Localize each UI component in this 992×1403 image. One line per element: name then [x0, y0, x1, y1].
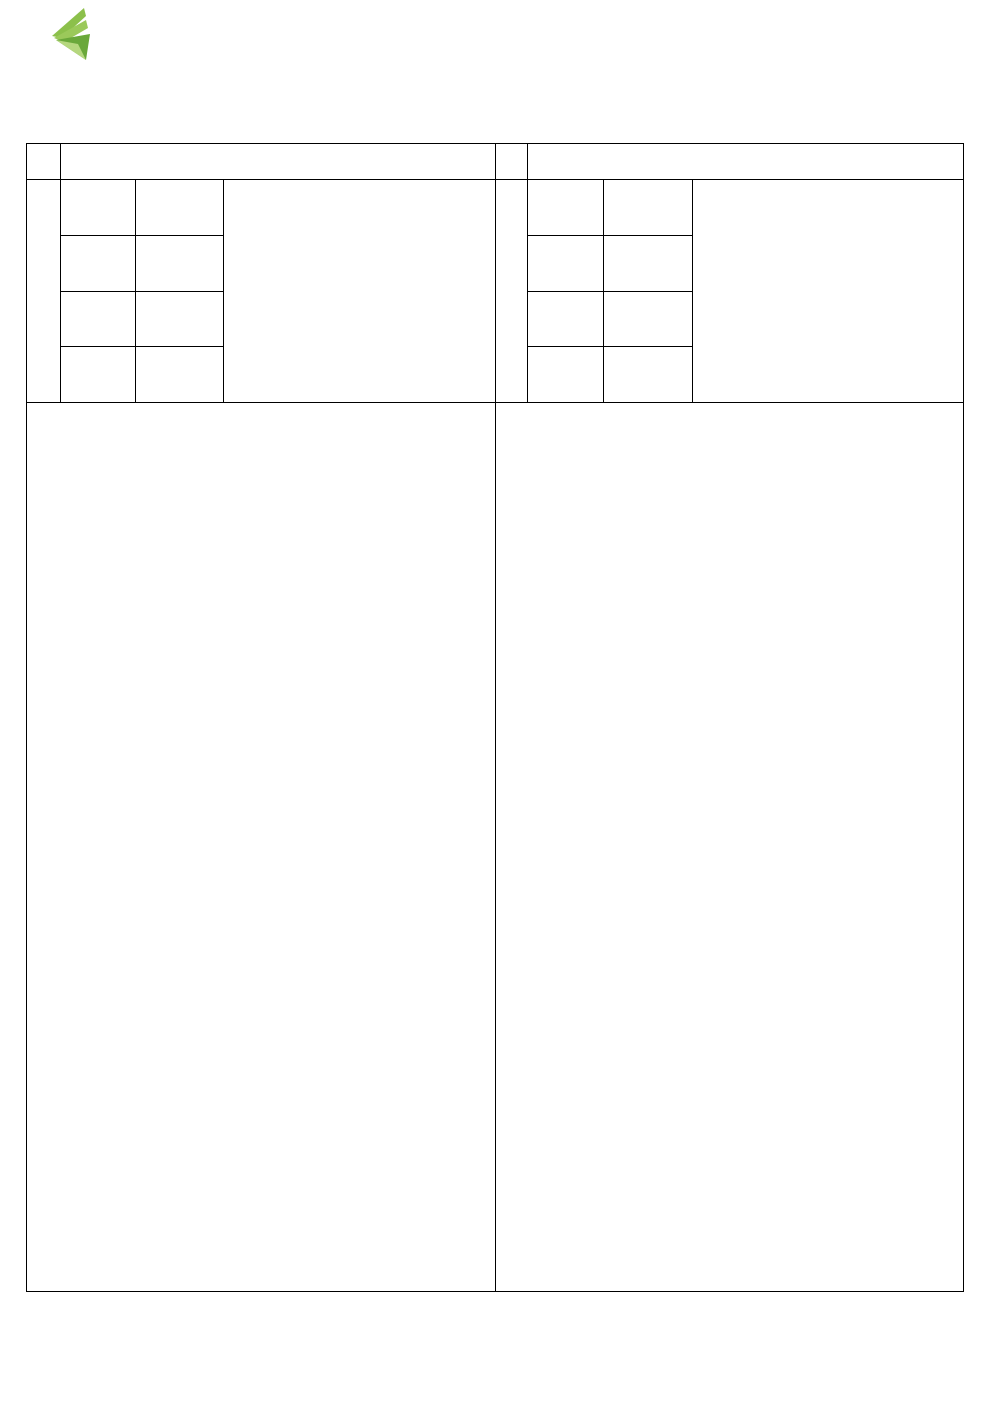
label-name [60, 235, 135, 291]
table-rule [223, 179, 224, 402]
value-code [135, 179, 223, 235]
profile-table [26, 143, 964, 1292]
label-weight [60, 346, 135, 402]
table-rule [963, 143, 964, 1292]
label-weight [527, 346, 603, 402]
label-name [527, 235, 603, 291]
label-code [527, 179, 603, 235]
logo-mark-icon [50, 4, 100, 62]
table-rule [26, 402, 964, 403]
row-seq-number [26, 179, 60, 402]
table-rule [527, 143, 528, 179]
value-name [135, 235, 223, 291]
value-thickness [135, 291, 223, 347]
label-code [60, 179, 135, 235]
table-rule [60, 143, 61, 179]
label-thickness [527, 291, 603, 347]
label-thickness [60, 291, 135, 347]
table-rule [692, 179, 693, 402]
logo [50, 4, 280, 62]
row-seq-number-right [495, 179, 527, 402]
value-weight [135, 346, 223, 402]
